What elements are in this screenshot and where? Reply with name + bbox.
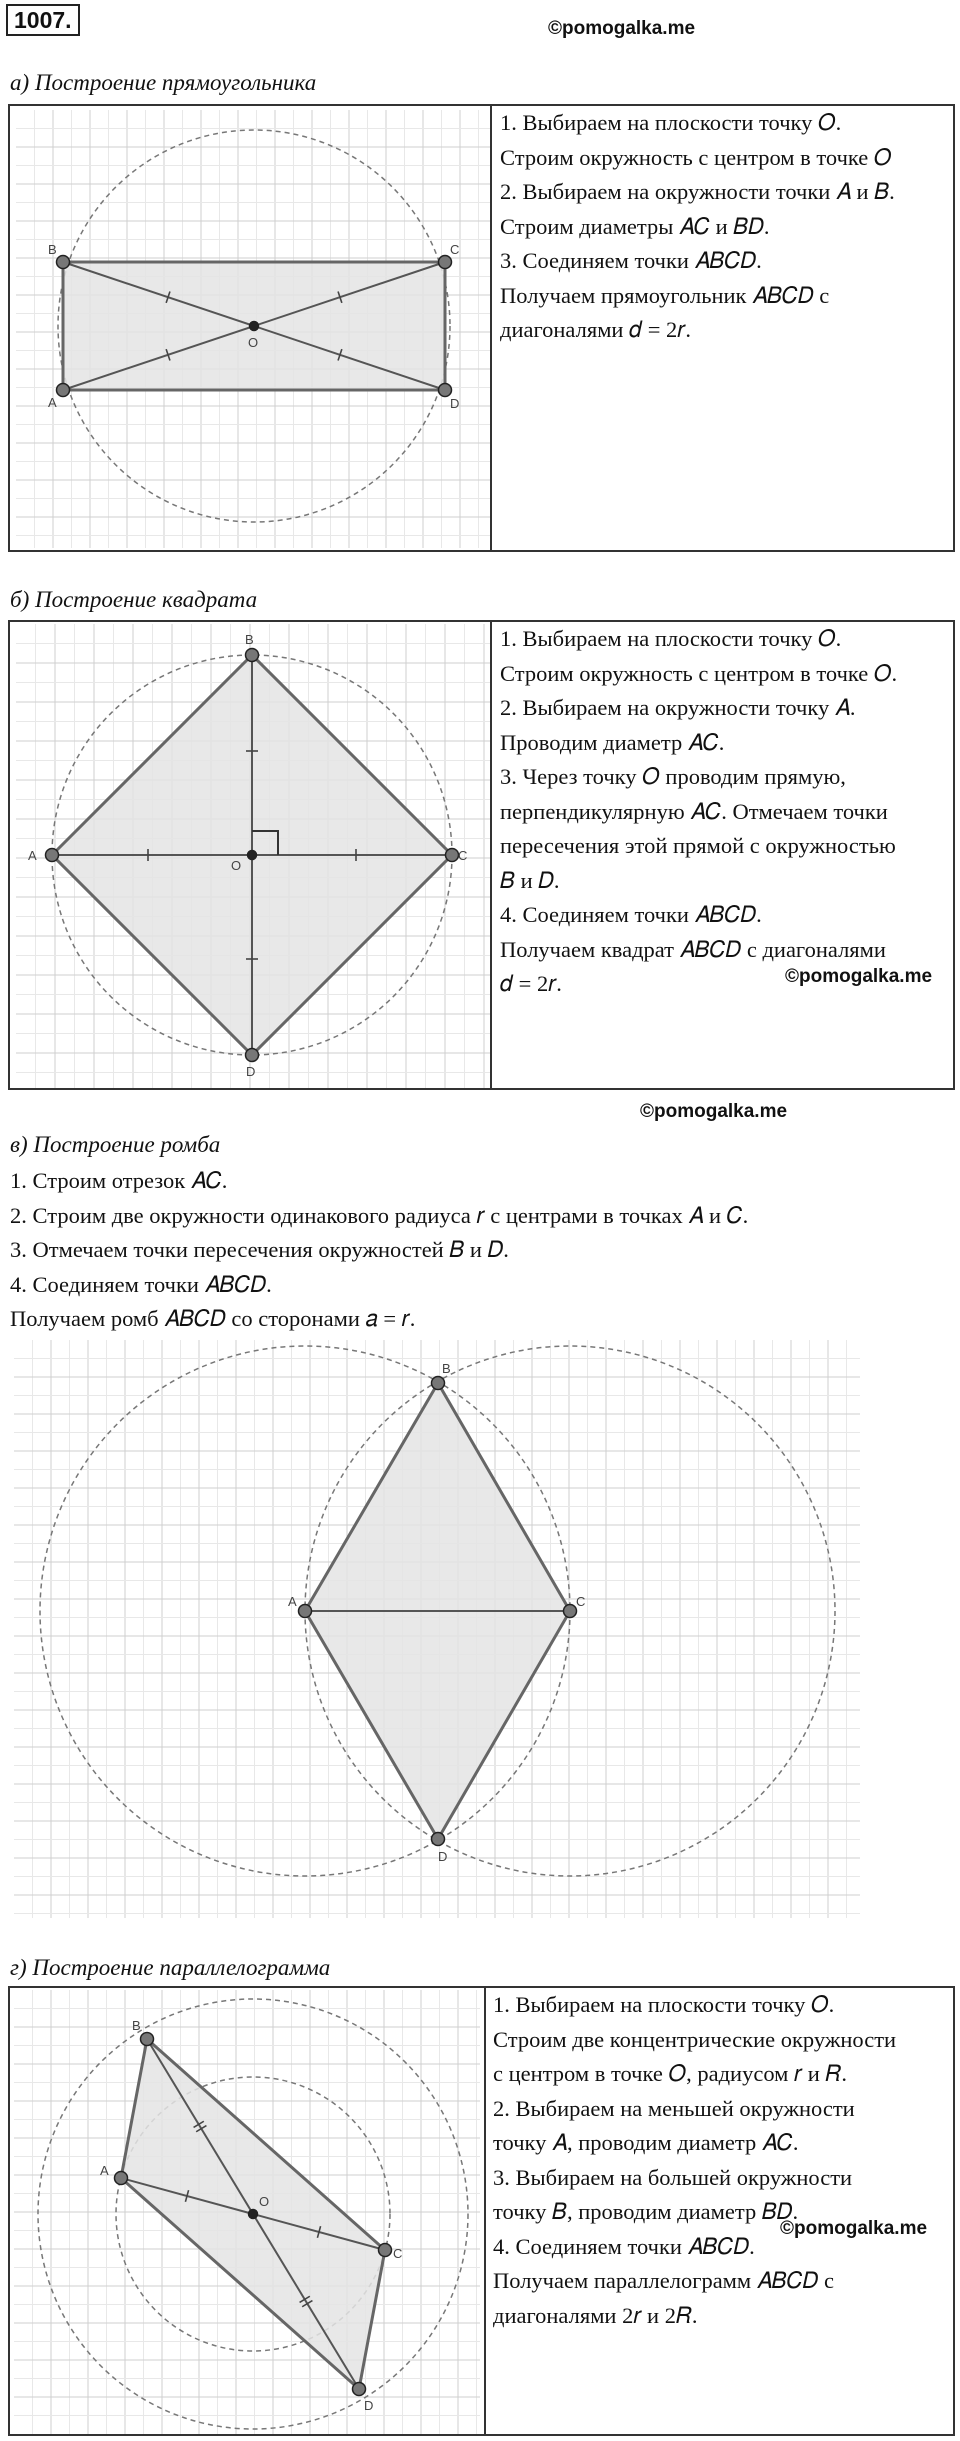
- step-line: перпендикулярную 𝐴𝐶. Отмечаем точки: [500, 798, 888, 824]
- vertex-a: [46, 849, 59, 862]
- vertex-c: [439, 256, 452, 269]
- point-label-a: A: [28, 848, 37, 863]
- point-label-c: C: [393, 2246, 403, 2261]
- section-c-title: в) Построение ромба: [10, 1132, 221, 1157]
- parallelogram-construction-figure: [14, 1990, 480, 2434]
- point-label-c: C: [458, 848, 468, 863]
- step-line: 2. Выбираем на окружности точки 𝐴 и 𝐵.: [500, 179, 895, 204]
- step-line: Получаем ромб 𝐴𝐵𝐶𝐷 со сторонами 𝑎 = 𝑟.: [10, 1306, 416, 1331]
- step-line: с центром в точке 𝑂, радиусом 𝑟 и 𝑅.: [493, 2061, 847, 2086]
- step-line: Получаем прямоугольник 𝐴𝐵𝐶𝐷 с: [500, 282, 830, 308]
- vertex-b: [432, 1377, 445, 1390]
- divider: [484, 1988, 486, 2434]
- point-label-c: C: [576, 1594, 586, 1609]
- point-label-d: D: [246, 1064, 256, 1079]
- vertex-b: [246, 649, 259, 662]
- step-line: 𝑑 = 2𝑟.: [500, 971, 562, 996]
- section-b-box: [8, 620, 955, 1090]
- point-label-a: A: [100, 2163, 109, 2178]
- section-a-box: [8, 104, 955, 552]
- point-label-b: B: [442, 1361, 451, 1376]
- step-line: Проводим диаметр 𝐴𝐶.: [500, 729, 725, 755]
- section-b-title: б) Построение квадрата: [10, 587, 258, 612]
- step-line: Строим окружность с центром в точке 𝑂: [500, 144, 892, 170]
- vertex-a: [115, 2172, 128, 2185]
- step-line: пересечения этой прямой с окружностью: [500, 833, 896, 858]
- step-line: Строим окружность с центром в точке 𝑂.: [500, 660, 898, 686]
- vertex-c: [379, 2244, 392, 2257]
- section-a-title: а) Построение прямоугольника: [10, 70, 317, 95]
- point-label-a: A: [48, 395, 57, 410]
- step-line: 2. Строим две окружности одинакового радиуса 𝑟 с центрами в точках 𝐴 и 𝐶.: [10, 1202, 749, 1228]
- step-line: Строим диаметры 𝐴𝐶 и 𝐵𝐷.: [500, 213, 770, 239]
- point-label-b: B: [132, 2018, 141, 2033]
- point-label-o: O: [231, 858, 242, 873]
- step-line: 3. Отмечаем точки пересечения окружностей 𝐵 и 𝐷.: [10, 1237, 509, 1262]
- section-d-title: г) Построение параллелограмма: [10, 1955, 331, 1980]
- rectangle-construction-figure: [16, 110, 490, 548]
- divider: [490, 106, 492, 550]
- step-line: 1. Выбираем на плоскости точку 𝑂.: [500, 626, 842, 651]
- step-line: 3. Соединяем точки 𝐴𝐵𝐶𝐷.: [500, 248, 762, 273]
- point-label-d: D: [438, 1849, 448, 1864]
- step-line: 4. Соединяем точки 𝐴𝐵𝐶𝐷.: [493, 2233, 755, 2259]
- step-line: 2. Выбираем на меньшей окружности: [493, 2095, 855, 2121]
- step-line: точку 𝐵, проводим диаметр 𝐵𝐷.: [493, 2199, 799, 2224]
- vertex-d: [246, 1049, 259, 1062]
- watermark: ©pomogalka.me: [640, 1101, 788, 1122]
- vertex-b: [141, 2033, 154, 2046]
- rhombus-construction-figure: [14, 1340, 860, 1918]
- center-point: [248, 851, 257, 860]
- square-construction-figure: [16, 624, 490, 1088]
- step-line: 1. Выбираем на плоскости точку 𝑂.: [500, 110, 842, 135]
- section-a-steps: [500, 106, 895, 348]
- watermark: ©pomogalka.me: [548, 18, 696, 39]
- step-line: 2. Выбираем на окружности точку 𝐴.: [500, 695, 856, 720]
- step-line: диагоналями 2𝑟 и 2𝑅.: [493, 2302, 698, 2328]
- section-d-box: [8, 1986, 955, 2436]
- point-label-d: D: [450, 396, 460, 411]
- point-label-o: O: [259, 2194, 270, 2209]
- step-line: 4. Соединяем точки 𝐴𝐵𝐶𝐷.: [500, 902, 762, 927]
- point-label-c: C: [450, 242, 460, 257]
- divider: [490, 622, 492, 1088]
- center-point: [249, 2210, 258, 2219]
- point-label-d: D: [364, 2398, 374, 2413]
- vertex-d: [432, 1833, 445, 1846]
- step-line: 1. Выбираем на плоскости точку 𝑂.: [493, 1992, 835, 2017]
- point-label-b: B: [48, 242, 57, 257]
- section-d-steps: [493, 1988, 896, 2333]
- step-line: 4. Соединяем точки 𝐴𝐵𝐶𝐷.: [10, 1271, 272, 1297]
- vertex-b: [57, 256, 70, 269]
- step-line: 3. Через точку 𝑂 проводим прямую,: [500, 764, 846, 789]
- vertex-c: [446, 849, 459, 862]
- section-b-steps: [500, 622, 897, 1002]
- center-point: [250, 322, 259, 331]
- point-label-o: O: [248, 335, 259, 350]
- watermark: ©pomogalka.me: [785, 966, 933, 987]
- step-line: 𝐵 и 𝐷.: [500, 867, 560, 893]
- section-c-steps: [10, 1164, 748, 1337]
- vertex-a: [299, 1605, 312, 1618]
- step-line: Получаем параллелограмм 𝐴𝐵𝐶𝐷 с: [493, 2268, 834, 2293]
- step-line: диагоналями 𝑑 = 2𝑟.: [500, 317, 691, 342]
- point-label-b: B: [245, 632, 254, 647]
- step-line: Получаем квадрат 𝐴𝐵𝐶𝐷 с диагоналями: [500, 936, 886, 962]
- step-line: точку 𝐴, проводим диаметр 𝐴𝐶.: [493, 2130, 799, 2155]
- vertex-a: [57, 384, 70, 397]
- vertex-d: [353, 2383, 366, 2396]
- problem-number: 1007.: [6, 4, 80, 36]
- vertex-d: [439, 384, 452, 397]
- step-line: 3. Выбираем на большей окружности: [493, 2164, 853, 2190]
- step-line: 1. Строим отрезок 𝐴𝐶.: [10, 1168, 228, 1193]
- watermark: ©pomogalka.me: [780, 2218, 928, 2239]
- vertex-c: [564, 1605, 577, 1618]
- step-line: Строим две концентрические окружности: [493, 2026, 897, 2052]
- point-label-a: A: [288, 1594, 297, 1609]
